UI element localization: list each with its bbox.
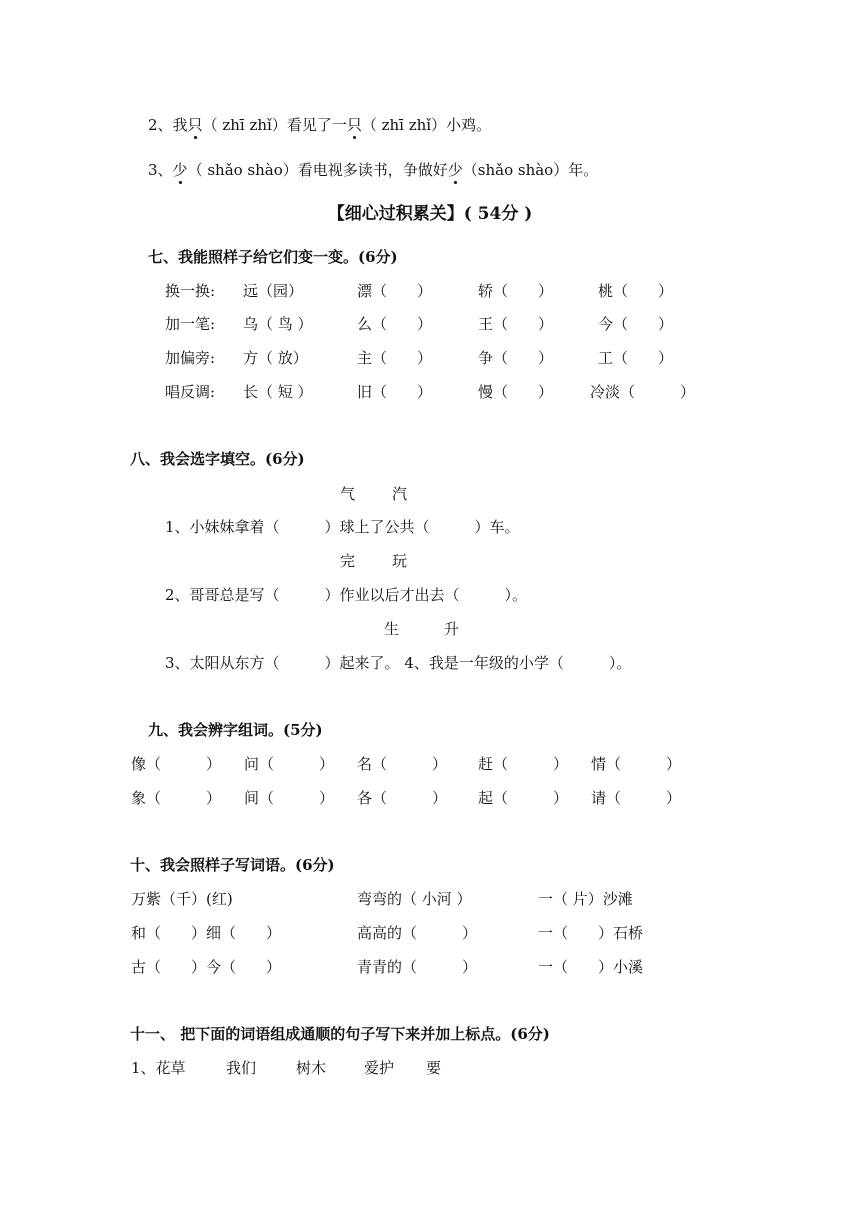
q11-word: 树木 (296, 1059, 327, 1077)
q10-cell: 万紫（千）(红) (131, 890, 233, 908)
q7-cell: 漂（ ） (357, 282, 433, 300)
emphasis-dot-char: 只 (346, 116, 362, 134)
q10-cell: 弯弯的（ 小河 ） (357, 890, 472, 908)
q10-cell: 一（ ）小溪 (538, 958, 644, 976)
q9-cell: 像（ ） (131, 755, 222, 773)
q7-heading: 七、我能照样子给它们变一变。(6分) (148, 248, 398, 266)
q10-cell: 古（ ）今（ ） (131, 958, 282, 976)
q7-cell: 争（ ） (478, 349, 554, 367)
pinyin-q3-part-c: （shǎo shào）年。 (462, 161, 599, 179)
q7-cell: 工（ ） (598, 349, 674, 367)
q9-cell: 问（ ） (244, 755, 335, 773)
q8-sentence-1: 1、小妹妹拿着（ ）球上了公共（ ）车。 (165, 518, 520, 536)
q9-cell: 情（ ） (591, 755, 682, 773)
q8-choice: 气 (340, 485, 356, 503)
q7-row-label: 加偏旁: (165, 349, 216, 367)
q11-heading: 十一、 把下面的词语组成通顺的句子写下来并加上标点。(6分) (130, 1025, 550, 1043)
q9-cell: 起（ ） (478, 789, 569, 807)
q8-choice: 玩 (392, 552, 408, 570)
q8-choice: 升 (444, 620, 460, 638)
q8-heading: 八、我会选字填空。(6分) (130, 450, 305, 468)
pinyin-q2-part-a: 2、我只 (148, 116, 203, 134)
q7-cell: 么（ ） (357, 315, 433, 333)
q11-word: 要 (426, 1059, 442, 1077)
pinyin-q2-part-b: （ zhī zhǐ）看见了一只 (202, 116, 362, 134)
pinyin-q3-part-b: （ shǎo shào）看电视多读书，争做好少 (187, 161, 463, 179)
q10-heading: 十、我会照样子写词语。(6分) (130, 856, 335, 874)
q7-cell: 王（ ） (478, 315, 554, 333)
q10-cell: 青青的（ ） (357, 958, 478, 976)
q8-sentence-3: 3、太阳从东方（ ）起来了。 4、我是一年级的小学（ ）。 (165, 654, 632, 672)
q9-cell: 赶（ ） (478, 755, 569, 773)
q10-cell: 一（ 片）沙滩 (538, 890, 633, 908)
q11-word: 我们 (226, 1059, 257, 1077)
q10-cell: 高高的（ ） (357, 924, 478, 942)
pinyin-q3-part-a: 3、少 (148, 161, 188, 179)
q8-choice: 汽 (392, 485, 408, 503)
q7-cell: 乌（ 鸟 ） (243, 315, 313, 333)
pinyin-q2-part-c: （ zhī zhǐ）小鸡。 (361, 116, 492, 134)
q10-cell: 和（ ）细（ ） (131, 924, 282, 942)
q7-cell: 方（ 放） (243, 349, 308, 367)
emphasis-dot-char: 只 (187, 116, 203, 134)
q9-cell: 名（ ） (357, 755, 448, 773)
emphasis-dot-char: 少 (447, 161, 463, 179)
q7-cell: 桃（ ） (598, 282, 674, 300)
q9-cell: 各（ ） (357, 789, 448, 807)
q7-cell: 冷淡（ ） (590, 383, 696, 401)
q7-row-label: 唱反调: (165, 383, 216, 401)
q7-cell: 主（ ） (357, 349, 433, 367)
q8-choice: 完 (340, 552, 356, 570)
q9-cell: 间（ ） (244, 789, 335, 807)
section-title: 【细心过积累关】( 54分 ) (327, 204, 533, 224)
q7-cell: 远（园） (243, 282, 304, 300)
q7-row-label: 加一笔: (165, 315, 216, 333)
q7-cell: 慢（ ） (478, 383, 554, 401)
q7-cell: 长（ 短 ） (243, 383, 313, 401)
q9-heading: 九、我会辨字组词。(5分) (148, 721, 323, 739)
q7-row-label: 换一换: (165, 282, 216, 300)
q8-sentence-2: 2、哥哥总是写（ ）作业以后才出去（ ）。 (165, 586, 528, 604)
q8-choice: 生 (384, 620, 400, 638)
q7-cell: 旧（ ） (357, 383, 433, 401)
emphasis-dot-char: 少 (172, 161, 188, 179)
q7-cell: 轿（ ） (478, 282, 554, 300)
q9-cell: 象（ ） (131, 789, 222, 807)
q11-word: 爱护 (364, 1059, 395, 1077)
q10-cell: 一（ ）石桥 (538, 924, 644, 942)
pinyin-question-2 (148, 115, 491, 135)
q9-cell: 请（ ） (591, 789, 682, 807)
q7-cell: 今（ ） (598, 315, 674, 333)
q11-word: 1、花草 (131, 1059, 186, 1077)
pinyin-question-3 (148, 160, 598, 180)
